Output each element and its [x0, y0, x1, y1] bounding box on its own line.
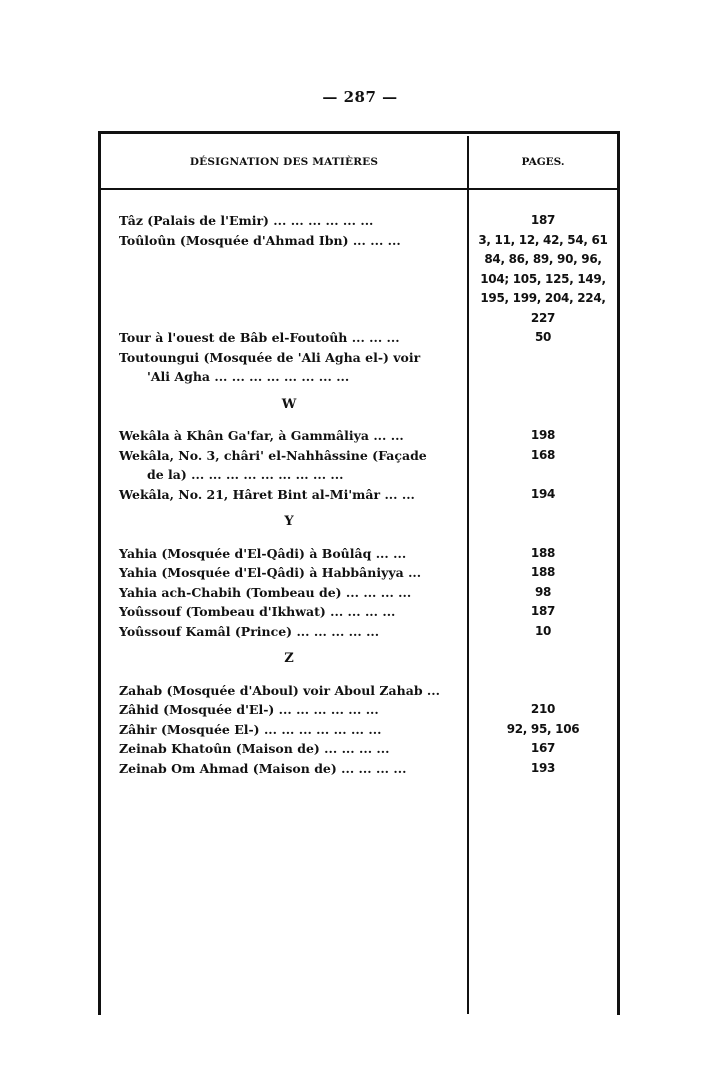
- entry-text-line: Wekâla, No. 3, châri' el-Nahhâssine (Façade: [119, 447, 427, 463]
- section-letter: W: [281, 396, 297, 412]
- entry-text-line: Yahia (Mosquée d'El-Qâdi) à Boûlâq ... ...: [119, 545, 407, 561]
- entry-page-refs: 104; 105, 125, 149,: [480, 271, 606, 286]
- entry-text-line: Zeinab Om Ahmad (Maison de) ... ... ... ...: [119, 760, 407, 776]
- entry-page-refs: 167: [530, 741, 556, 755]
- entry-page-refs: 193: [530, 760, 556, 775]
- designation-column-header: DÉSIGNATION DES MATIÈRES: [189, 156, 379, 168]
- entry-page-refs: 84, 86, 89, 90, 96,: [484, 252, 602, 266]
- entry-text-line: Toutoungui (Mosquée de 'Ali Agha el-) voir: [119, 349, 421, 365]
- entry-text-line: Yoûssouf Kamâl (Prince) ... ... ... ... ...: [119, 623, 380, 639]
- entry-page-refs: 98: [534, 584, 552, 599]
- entry-page-refs: 92, 95, 106: [506, 721, 580, 736]
- column-divider: [467, 136, 469, 1014]
- entry-text-line: Toûloûn (Mosquée d'Ahmad Ibn) ... ... ...: [119, 232, 401, 248]
- entry-page-refs: 188: [530, 565, 556, 579]
- entry-text-line: Tour à l'ouest de Bâb el-Foutoûh ... ... ...: [119, 330, 400, 345]
- entry-text-line: Zahab (Mosquée d'Aboul) voir Aboul Zahab ...: [119, 682, 440, 698]
- entry-text-line: Wekâla à Khân Ga'far, à Gammâliya ... ...: [119, 428, 404, 443]
- entry-text-line: Zâhir (Mosquée El-) ... ... ... ... ... ... ...: [119, 721, 382, 737]
- entry-page-refs: 187: [530, 604, 556, 618]
- pages-column-header: PAGES.: [521, 156, 565, 168]
- entry-page-refs: 168: [530, 447, 556, 462]
- entry-text-line: Wekâla, No. 21, Hâret Bint al-Mi'mâr ... ...: [119, 486, 415, 502]
- entry-text-line: 'Ali Agha ... ... ... ... ... ... ... ...: [147, 369, 350, 384]
- entry-page-refs: 187: [530, 213, 556, 227]
- header-rule: [101, 188, 617, 190]
- entry-page-refs: 227: [530, 310, 556, 325]
- entry-text-line: Tâz (Palais de l'Emir) ... ... ... ... ... ...: [119, 213, 374, 228]
- section-letter: Z: [284, 651, 294, 666]
- entry-page-refs: 195, 199, 204, 224,: [480, 291, 606, 305]
- entry-page-refs: 50: [534, 330, 552, 344]
- entry-text-line: Yahia ach-Chabih (Tombeau de) ... ... ... ...: [119, 584, 412, 600]
- entry-page-refs: 3, 11, 12, 42, 54, 61: [478, 232, 608, 247]
- entry-text-line: Yahia (Mosquée d'El-Qâdi) à Habbâniyya ...: [119, 565, 422, 580]
- entry-page-refs: 198: [530, 428, 556, 442]
- entry-text-line: Yoûssouf (Tombeau d'Ikhwat) ... ... ... ...: [119, 604, 396, 619]
- entry-page-refs: 210: [530, 702, 556, 716]
- page-number: — 287 —: [322, 88, 398, 106]
- entry-text-line: Zâhid (Mosquée d'El-) ... ... ... ... ... ...: [119, 702, 379, 717]
- entry-page-refs: 10: [534, 623, 552, 638]
- section-letter: Y: [284, 514, 294, 529]
- entry-text-line: de la) ... ... ... ... ... ... ... ... ...: [147, 467, 344, 482]
- entry-page-refs: 188: [530, 545, 556, 560]
- entry-text-line: Zeinab Khatoûn (Maison de) ... ... ... ...: [119, 741, 390, 756]
- entry-page-refs: 194: [530, 486, 556, 501]
